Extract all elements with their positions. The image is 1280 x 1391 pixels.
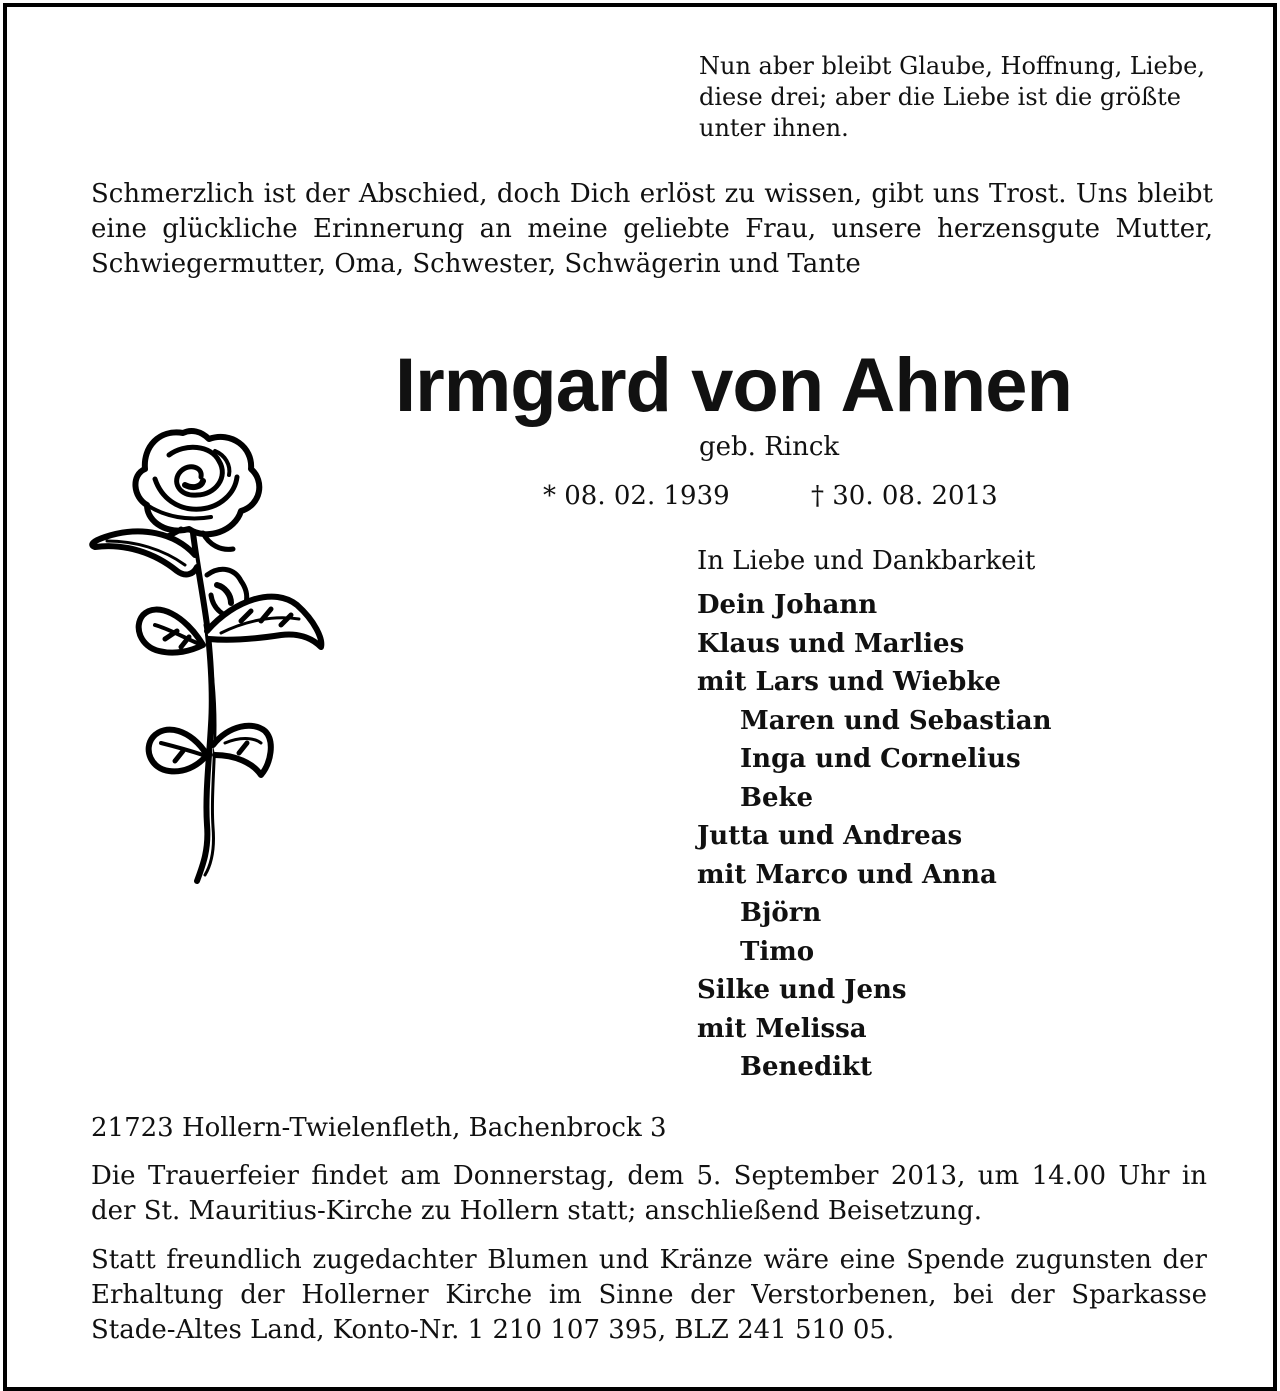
mourner-entry: mit Lars und Wiebke: [697, 667, 1001, 697]
funeral-info: Die Trauerfeier findet am Donnerstag, dem 5. September 2013, um 14.00 Uhr in der St. Mauritius-Kirche zu Hollern statt; anschließend Beisetzung.: [91, 1161, 1207, 1226]
mourner-entry: mit Marco und Anna: [697, 859, 997, 890]
mourner-entry: Klaus und Marlies: [697, 628, 965, 659]
bible-verse: Nun aber bleibt Glaube, Hoffnung, Liebe, diese drei; aber die Liebe ist die größte unter ihnen.: [699, 52, 1205, 142]
life-dates: [543, 479, 1023, 513]
rose-icon: [85, 425, 335, 887]
maiden-name: geb. Rinck: [699, 432, 840, 462]
deceased-name: Irmgard von Ahnen: [395, 343, 1072, 428]
mourner-entry: Jutta und Andreas: [697, 821, 963, 851]
thanks-line: In Liebe und Dankbarkeit: [697, 546, 1036, 576]
mourner-entry: Dein Johann: [697, 590, 878, 620]
mourner-entry: Silke und Jens: [697, 975, 907, 1005]
mourner-entry: Björn: [740, 898, 822, 928]
obituary-frame: [3, 3, 1277, 1391]
birth-date: * 08. 02. 1939: [543, 481, 730, 511]
donation-info: Statt freundlich zugedachter Blumen und Kränze wäre eine Spende zugunsten der Erhaltung der Hollerner Kirche im Sinne der Verstorbenen, bei der Sparkasse Stade-Altes Land, Konto-Nr. 1 210 107 395, BLZ 241 510 05.: [91, 1245, 1207, 1345]
mourner-entry: Inga und Cornelius: [740, 744, 1021, 774]
mourner-entry: Timo: [740, 936, 815, 967]
mourner-entry: mit Melissa: [697, 1013, 867, 1044]
mourner-entry: Benedikt: [740, 1052, 873, 1082]
address: 21723 Hollern-Twielenfleth, Bachenbrock 3: [91, 1113, 667, 1143]
mourner-entry: Maren und Sebastian: [740, 705, 1052, 736]
mourners-list: [697, 542, 1217, 1087]
death-date: † 30. 08. 2013: [811, 481, 998, 511]
intro-text: Schmerzlich ist der Abschied, doch Dich erlöst zu wissen, gibt uns Trost. Uns bleibt eine glückliche Erinnerung an meine geliebte Frau, unsere herzensgute Mutter, Schwiegermutter, Oma, Schwester, Schwägerin und Tante: [91, 179, 1213, 279]
mourner-entry: Beke: [740, 782, 814, 813]
